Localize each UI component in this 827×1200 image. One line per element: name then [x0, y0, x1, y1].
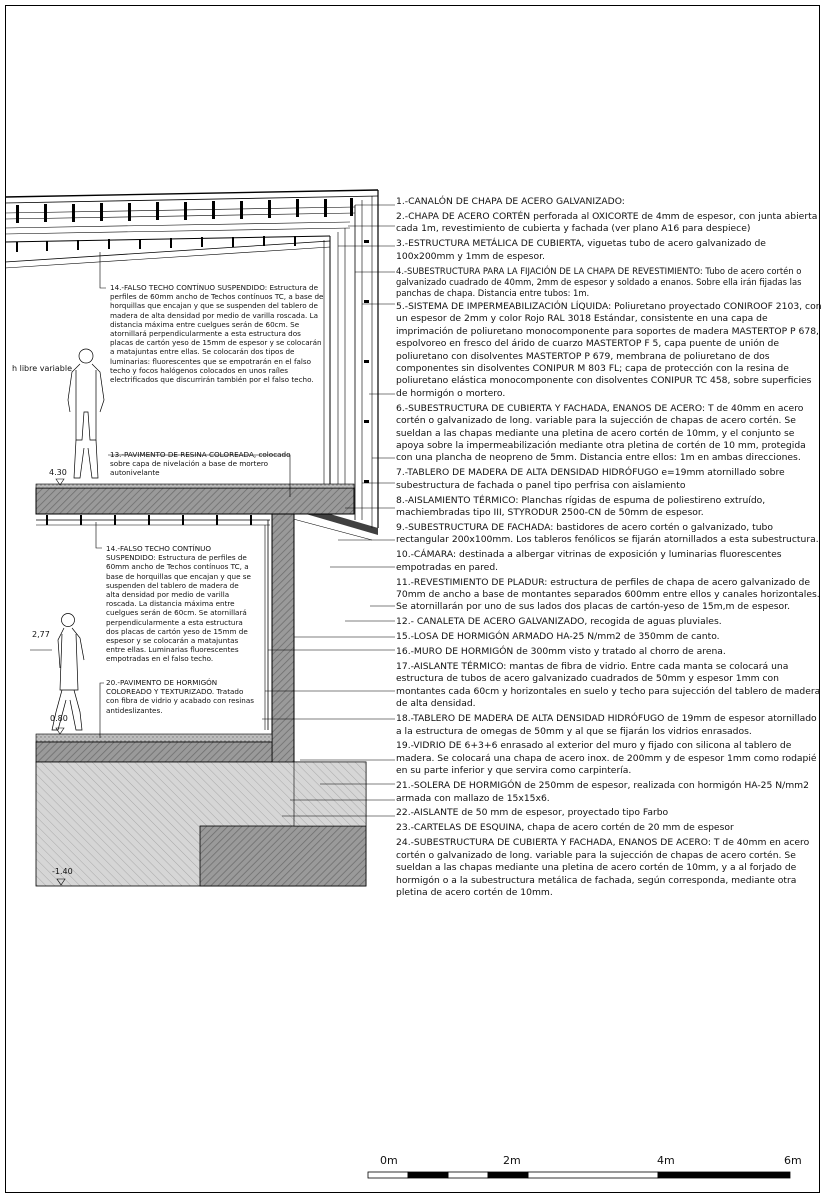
legend-item-4: 4.-SUBESTRUCTURA PARA LA FIJACIÓN DE LA CHAPA DE REVESTIMIENTO: Tubo de acero cortén o galvanizado cuadrado de 40mm, 2mm de espesor y soldado a enanos. Sobre ella irán fijadas las panchas de chapa. Distancia entre tubos: 1m.	[396, 265, 802, 298]
note-14-lower	[106, 544, 254, 664]
legend-item-22: 22.-AISLANTE de 50 mm de espesor, proyectado tipo Farbo	[396, 807, 669, 819]
legend-item-9: 9.-SUBESTRUCTURA DE FACHADA: bastidores de acero cortén o galvanizado, tubo rectangular 200x100mm. Los tableros fenólicos se fijarán atornillados a esta subestructura.	[396, 521, 819, 546]
legend-item-6: 6.-SUBESTRUCTURA DE CUBIERTA Y FACHADA, ENANOS DE ACERO: T de 40mm en acero cortén o galvanizado de long. variable para la sujección de chapas de acero cortén. Se sueldan a las chapas mediante una pletina de acero cortén de 10mm, y el conjunto se apoya sobre la impermeabilización mediante otra pletina de cortén de 10 mm, protegida con una plancha de neopreno de 5mm. Distancia entre ellos: 1m en ambas direcciones.	[396, 402, 806, 464]
legend-item-8: 8.-AISLAMIENTO TÉRMICO: Planchas rígidas de espuma de poliestireno extruído, machiembradas tipo III, STYRODUR 2500-CN de 50mm de espesor.	[396, 494, 766, 519]
level-label-h-libre: h libre variable	[12, 364, 72, 373]
note-14-upper	[110, 283, 325, 384]
note-13	[110, 450, 295, 478]
legend-item-11: 11.-REVESTIMIENTO DE PLADUR: estructura de perfiles de chapa de acero galvanizado de 70mm de ancho a base de montantes separados 600mm entre ellos y canales horizontales. Se atornillarán por uno de sus lados dos placas de cartón-yeso de 15m,m de espesor.	[396, 576, 820, 613]
scale-bar	[368, 1172, 790, 1178]
legend-item-1: 1.-CANALÓN DE CHAPA DE ACERO GALVANIZADO:	[396, 196, 625, 207]
note-14-upper-title: 14.-FALSO TECHO CONTÍNUO SUSPENDIDO:	[110, 283, 268, 292]
scale-label-2m: 2m	[503, 1154, 521, 1167]
legend-item-12: 12.- CANALETA DE ACERO GALVANIZADO, recogida de aguas pluviales.	[396, 616, 722, 628]
level-label-minus140: -1.40	[52, 867, 73, 876]
legend-item-7: 7.-TABLERO DE MADERA DE ALTA DENSIDAD HIDRÓFUGO e=19mm atornillado sobre subestructura de fachada o panel tipo perfrisa con aislamiento	[396, 467, 785, 491]
level-label-277: 2,77	[32, 630, 50, 639]
level-label-080: 0.80	[50, 714, 68, 723]
note-14-upper-body: Estructura de perfiles de 60mm ancho de Techos contínuos TC, a base de horquillas que encajan y que se suspenden del tablero de madera de alta densidad por medio de varilla roscada. La distancia máxima entre cuelgues serán de 60cm. Se atornillará perpendicularmente a esta estructura dos placas de cartón yeso de 15mm de espesor y se colocarán a matajuntas entre ellas. Se colocarán dos tipos de luminarias: fluorescentes que se empotrarán en el falso techo y focos halógenos colocados en unos raíles electrificados que discurrirán también por el falso techo.	[110, 283, 324, 385]
legend-item-16: 16.-MURO DE HORMIGÓN de 300mm visto y tratado al chorro de arena.	[396, 646, 726, 658]
legend-item-17: 17.-AISLANTE TÉRMICO: mantas de fibra de vidrio. Entre cada manta se colocará una estructura de tubos de acero galvanizado cuadrados de 50mm y espesor 1mm con montantes cada 60cm y horizontales en suelo y techo para sujección del tablero de madera de alta densidad.	[396, 661, 821, 710]
note-13-title: 13.-PAVIMENTO DE RESINA COLOREADA,	[110, 450, 257, 459]
legend-list	[396, 196, 822, 902]
scale-label-0m: 0m	[380, 1154, 398, 1167]
legend-item-15: 15.-LOSA DE HORMIGÓN ARMADO HA-25 N/mm2 de 350mm de canto.	[396, 631, 720, 643]
human-figure-lower	[52, 614, 84, 731]
legend-item-19: 19.-VIDRIO DE 6+3+6 enrasado al exterior del muro y fijado con silicona al tablero de madera. Se colocará una chapa de acero inox. de 200mm y de espesor 1mm como rodapié en su parte inferior y que servira como carpintería.	[396, 740, 817, 777]
upper-slab	[36, 484, 354, 525]
human-figure-upper	[68, 349, 104, 478]
legend-item-24: 24.-SUBESTRUCTURA DE CUBIERTA Y FACHADA, ENANOS DE ACERO: T de 40mm en acero cortén o galvanizado de long. variable para la sujección de chapas de acero cortén. Se sueldan a las chapas mediante una pletina de acero cortén de 10mm, y a al forjado de hormigón o a la subestructura metálica de fachada, según corresponda, mediante otra pletina de acero cortén de 10mm.	[396, 837, 810, 898]
legend-item-21: 21.-SOLERA DE HORMIGÓN de 250mm de espesor, realizada con hormigón HA-25 N/mm2 armada con mallazo de 15x15x6.	[396, 780, 809, 804]
note-20-title: 20.-PAVIMENTO DE HORMIGÓN COLOREADO Y TEXTURIZADO.	[106, 678, 218, 697]
ground-slab	[36, 734, 366, 886]
legend-item-2: 2.-CHAPA DE ACERO CORTÉN perforada al OXICORTE de 4mm de espesor, con junta abierta cada 1m, revestimiento de cubierta y fachada (ver plano A16 para despiece)	[396, 210, 818, 235]
legend-item-5: 5.-SISTEMA DE IMPERMEABILIZACIÓN LÍQUIDA: Poliuretano proyectado CONIROOF 2103, con un espesor de 2mm y color Rojo RAL 3018 Estándar, consistente en una capa de imprimación de poliuretano monocomponente para soportes de madera MASTERTOP P 678, espolvoreo en fresco del árido de cuarzo MASTERTOP F 5, capa puente de unión de poliuretano con disolventes MASTERTOP P 679, membrana de poliuretano de dos componentes sin disolventes CONIPUR M 803 FL; capa de protección con la resina de poliuretano elástica monocomponente con disolventes CONIPUR TC 458, sobre superficies de hormigón o mortero.	[396, 301, 822, 399]
legend-item-3: 3.-ESTRUCTURA METÁLICA DE CUBIERTA, viguetas tubo de acero galvanizado de 100x200mm y 1mm de espesor.	[396, 238, 766, 262]
roof-assembly	[5, 190, 378, 268]
level-label-430: 4.30	[49, 468, 67, 477]
note-20-body: Tratado con fibra de vidrio y acabado con resinas antideslizantes.	[106, 687, 255, 715]
note-14-lower-title: 14.-FALSO TECHO CONTÍNUO SUSPENDIDO:	[106, 544, 212, 563]
legend-item-18: 18.-TABLERO DE MADERA DE ALTA DENSIDAD HIDRÓFUGO de 19mm de espesor atornillado a la estructura de omegas de 50mm y al que se fijarán los vidrios enrasados.	[396, 713, 817, 737]
note-13-body: colocado sobre capa de nivelación a base de mortero autonivelante	[110, 450, 291, 478]
note-14-lower-body: Estructura de perfiles de 60mm ancho de Techos contínuos TC, a base de horquillas que encajan y que se suspenden del tablero de madera de alta densidad por medio de varilla roscada. La distancia máxima entre cuelgues serán de 60cm. Se atornillará perpendicularmente a esta estructura dos placas de cartón yeso de 15mm de espesor y se colocarán a matajuntas entre ellas. Luminarias fluorescentes empotradas en el falso techo.	[106, 553, 251, 664]
scale-label-4m: 4m	[657, 1154, 675, 1167]
legend-item-10: 10.-CÁMARA: destinada a albergar vitrinas de exposición y luminarias fluorescentes empotradas en pared.	[396, 549, 782, 573]
legend-item-23: 23.-CARTELAS DE ESQUINA, chapa de acero cortén de 20 mm de espesor	[396, 822, 734, 834]
note-20	[106, 678, 256, 715]
scale-label-6m: 6m	[784, 1154, 802, 1167]
